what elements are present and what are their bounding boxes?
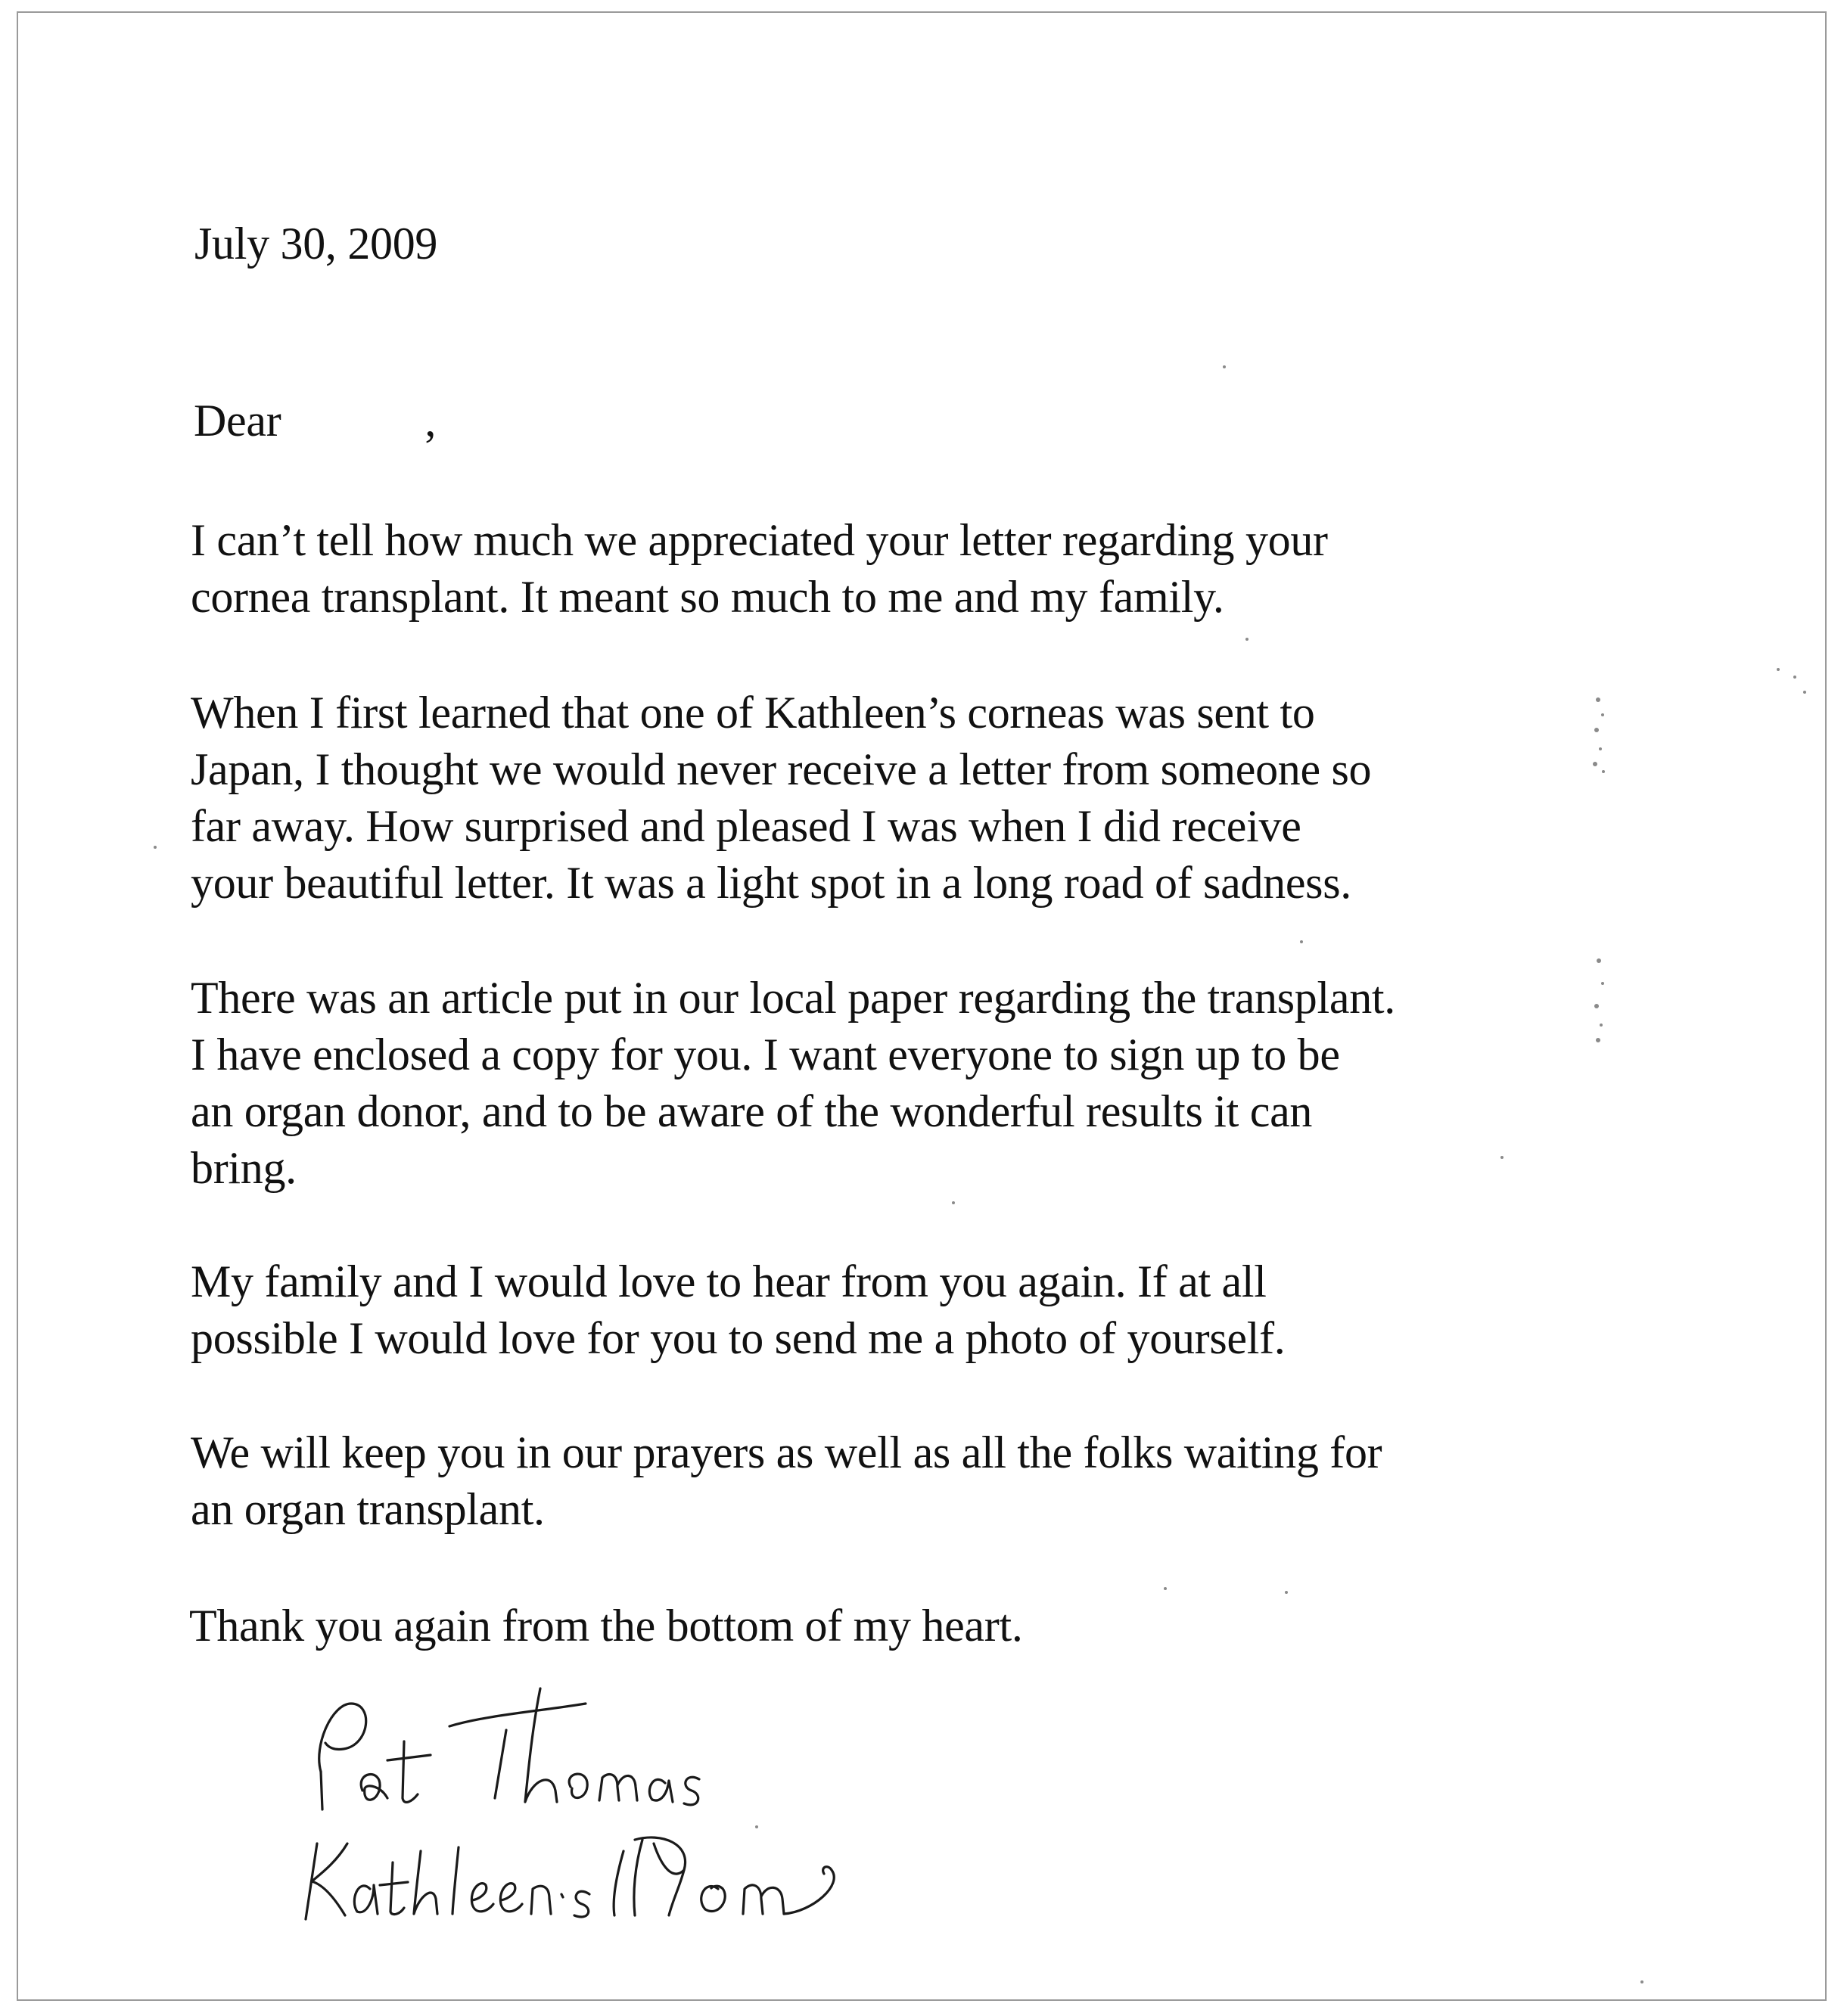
signature-stroke xyxy=(403,1741,418,1802)
paragraph-line: I can’t tell how much we appreciated your letter regarding your xyxy=(191,515,1328,565)
signature-stroke xyxy=(743,1885,784,1914)
signature-stroke xyxy=(312,1844,347,1915)
paragraph-line: My family and I would love to hear from you again. If at all xyxy=(191,1257,1267,1306)
letter-page xyxy=(17,11,1827,2001)
signature-stroke xyxy=(321,1772,322,1809)
paragraph-line: There was an article put in our local paper regarding the transplant. xyxy=(191,973,1395,1023)
signature-stroke xyxy=(319,1704,366,1772)
signature-stroke xyxy=(361,1775,387,1800)
paragraph-line: When I first learned that one of Kathleen’s corneas was sent to xyxy=(191,688,1315,738)
signature-stroke xyxy=(634,1840,642,1915)
signature-stroke xyxy=(525,1688,557,1802)
paragraph-line: I have enclosed a copy for you. I want everyone to sign up to be xyxy=(191,1030,1340,1079)
paragraph-2 xyxy=(191,685,1371,912)
salutation-prefix: Dear xyxy=(194,396,281,446)
signature-stroke xyxy=(684,1777,699,1805)
signature-stroke xyxy=(495,1730,506,1798)
paragraph-line: bring. xyxy=(191,1143,297,1193)
signature-stroke xyxy=(784,1867,834,1914)
signature-stroke xyxy=(449,1704,586,1726)
paragraph-line: your beautiful letter. It was a light spot in a long road of sadness. xyxy=(191,858,1351,908)
signature-stroke xyxy=(635,1837,686,1915)
handwritten-signature xyxy=(291,1658,972,1931)
paragraph-line: We will keep you in our prayers as well as all the folks waiting for xyxy=(191,1427,1382,1477)
letter-body xyxy=(18,13,1825,1999)
signature-stroke xyxy=(387,1755,431,1760)
signature-stroke xyxy=(614,1851,623,1915)
salutation xyxy=(194,393,436,449)
paragraph-line: possible I would love for you to send me a photo of yourself. xyxy=(191,1313,1286,1363)
signature-stroke xyxy=(380,1882,408,1885)
paragraph-line: cornea transplant. It meant so much to me and my family. xyxy=(191,572,1224,622)
signature-stroke xyxy=(471,1884,493,1912)
signature-stroke xyxy=(599,1775,637,1800)
paragraph-1 xyxy=(191,512,1328,626)
salutation-suffix: , xyxy=(424,396,437,446)
redacted-name xyxy=(281,406,424,444)
signature-stroke xyxy=(569,1774,587,1797)
signature-stroke xyxy=(452,1847,459,1914)
signature-stroke xyxy=(531,1886,551,1914)
signature-stroke xyxy=(561,1894,563,1897)
signature-stroke xyxy=(414,1851,437,1914)
letter-date: July 30, 2009 xyxy=(194,219,438,269)
signature-stroke xyxy=(574,1891,589,1917)
paragraph-line: far away. How surprised and pleased I was when I did receive xyxy=(191,801,1301,851)
paragraph-line: an organ donor, and to be aware of the wonderful results it can xyxy=(191,1086,1313,1136)
closing-line: Thank you again from the bottom of my heart. xyxy=(189,1601,1023,1651)
signature-stroke xyxy=(500,1884,522,1912)
paragraph-5 xyxy=(191,1424,1382,1538)
paragraph-line: Japan, I thought we would never receive a letter from someone so xyxy=(191,744,1372,794)
signature-stroke xyxy=(701,1886,726,1911)
signature-stroke xyxy=(649,1779,673,1802)
paragraph-line: an organ transplant. xyxy=(191,1484,545,1534)
paragraph-4 xyxy=(191,1253,1285,1367)
signature-stroke xyxy=(390,1862,404,1915)
signature-stroke xyxy=(354,1885,378,1914)
paragraph-3 xyxy=(191,970,1395,1197)
